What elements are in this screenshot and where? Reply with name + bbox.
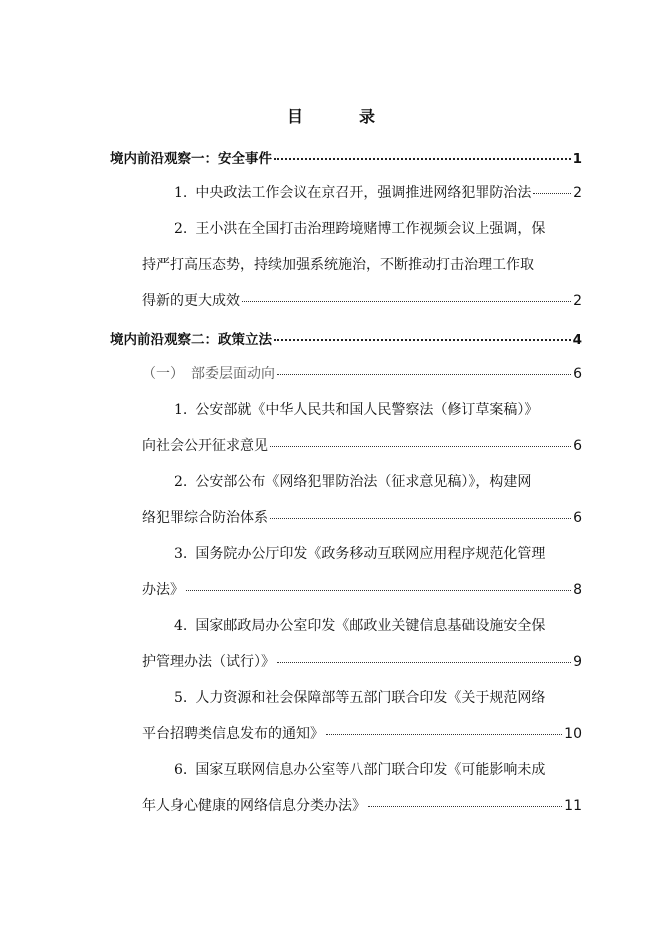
toc-entry-item-8[interactable] <box>142 795 582 815</box>
toc-entry-label: 平台招聘类信息发布的通知》 <box>142 726 324 742</box>
dot-leader <box>368 792 562 807</box>
toc-entry-number: 4. <box>174 618 188 634</box>
toc-entry-number: 2. <box>174 221 188 237</box>
toc-page-number: 9 <box>573 654 582 670</box>
toc-entry-number: 3. <box>174 546 188 562</box>
dot-leader <box>277 648 571 663</box>
toc-entry-item-2-line-1[interactable] <box>174 218 545 238</box>
toc-page-number: 10 <box>564 726 582 742</box>
dot-leader <box>242 287 571 302</box>
toc-page-number: 6 <box>573 438 582 454</box>
toc-entry-item-7-line-1[interactable] <box>174 687 545 707</box>
toc-entry-item-3-line-1[interactable] <box>174 399 538 419</box>
toc-entry-label: 中央政法工作会议在京召开，强调推进网络犯罪防治法 <box>195 185 532 201</box>
toc-entry-item-4-line-1[interactable] <box>174 471 531 491</box>
dot-leader <box>274 325 571 341</box>
toc-entry-item-1[interactable] <box>174 182 582 202</box>
toc-entry-label: 境内前沿观察一：安全事件 <box>110 151 272 167</box>
dot-leader <box>277 360 571 375</box>
dot-leader <box>270 432 571 447</box>
toc-entry-section-2[interactable] <box>110 328 582 348</box>
toc-entry-subsection-1[interactable] <box>142 363 582 383</box>
dot-leader <box>274 144 571 160</box>
toc-title: 目 录 <box>286 107 395 126</box>
toc-entry-item-8-line-1[interactable] <box>174 759 545 779</box>
toc-entry-label: 络犯罪综合防治体系 <box>142 510 268 526</box>
toc-entry-item-4[interactable] <box>142 507 582 527</box>
toc-entry-item-7[interactable] <box>142 723 582 743</box>
dot-leader <box>186 576 571 591</box>
toc-entry-number: 6. <box>174 762 188 778</box>
toc-page-number: 1 <box>572 151 582 167</box>
toc-page-number: 11 <box>564 798 582 814</box>
toc-entry-label: 境内前沿观察二：政策立法 <box>110 332 272 348</box>
toc-entry-label: 国家互联网信息办公室等八部门联合印发《可能影响未成 <box>195 762 546 778</box>
toc-entry-item-5-line-1[interactable] <box>174 543 545 563</box>
toc-entry-label: 护管理办法（试行）》 <box>142 654 275 670</box>
toc-entry-label: 王小洪在全国打击治理跨境赌博工作视频会议上强调，保 <box>195 221 546 237</box>
toc-entry-label: 公安部公布《网络犯罪防治法（征求意见稿）》，构建网 <box>195 474 532 490</box>
toc-page-number: 6 <box>573 366 582 382</box>
toc-entry-label: 向社会公开征求意见 <box>142 438 268 454</box>
toc-page-number: 4 <box>572 332 582 348</box>
toc-entry-label: 国家邮政局办公室印发《邮政业关键信息基础设施安全保 <box>195 618 546 634</box>
toc-page-number: 8 <box>573 582 582 598</box>
toc-entry-item-2[interactable] <box>142 290 582 310</box>
dot-leader <box>533 179 571 194</box>
toc-entry-item-6-line-1[interactable] <box>174 615 545 635</box>
dot-leader <box>270 504 571 519</box>
toc-page-number: 2 <box>573 185 582 201</box>
toc-entry-label: 公安部就《中华人民共和国人民警察法（修订草案稿）》 <box>195 402 539 418</box>
toc-entry-label: 国务院办公厅印发《政务移动互联网应用程序规范化管理 <box>195 546 546 562</box>
dot-leader <box>326 720 562 735</box>
toc-entry-label: 得新的更大成效 <box>142 293 240 309</box>
toc-entry-item-3[interactable] <box>142 435 582 455</box>
toc-entry-number: 1. <box>174 185 188 201</box>
toc-entry-label: 办法》 <box>142 582 184 598</box>
toc-page-number: 2 <box>573 293 582 309</box>
toc-entry-number: 5. <box>174 690 188 706</box>
toc-entry-label: 年人身心健康的网络信息分类办法》 <box>142 798 366 814</box>
toc-entry-item-6[interactable] <box>142 651 582 671</box>
toc-page-number: 6 <box>573 510 582 526</box>
toc-entry-number: 1. <box>174 402 188 418</box>
toc-entry-item-2-line-2: 持严打高压态势，持续加强系统施治，不断推动打击治理工作取 <box>142 257 534 273</box>
toc-entry-label: （一） 部委层面动向 <box>142 366 275 382</box>
toc-entry-label: 人力资源和社会保障部等五部门联合印发《关于规范网络 <box>195 690 546 706</box>
toc-entry-number: 2. <box>174 474 188 490</box>
toc-entry-section-1[interactable] <box>110 147 582 167</box>
toc-entry-item-5[interactable] <box>142 579 582 599</box>
